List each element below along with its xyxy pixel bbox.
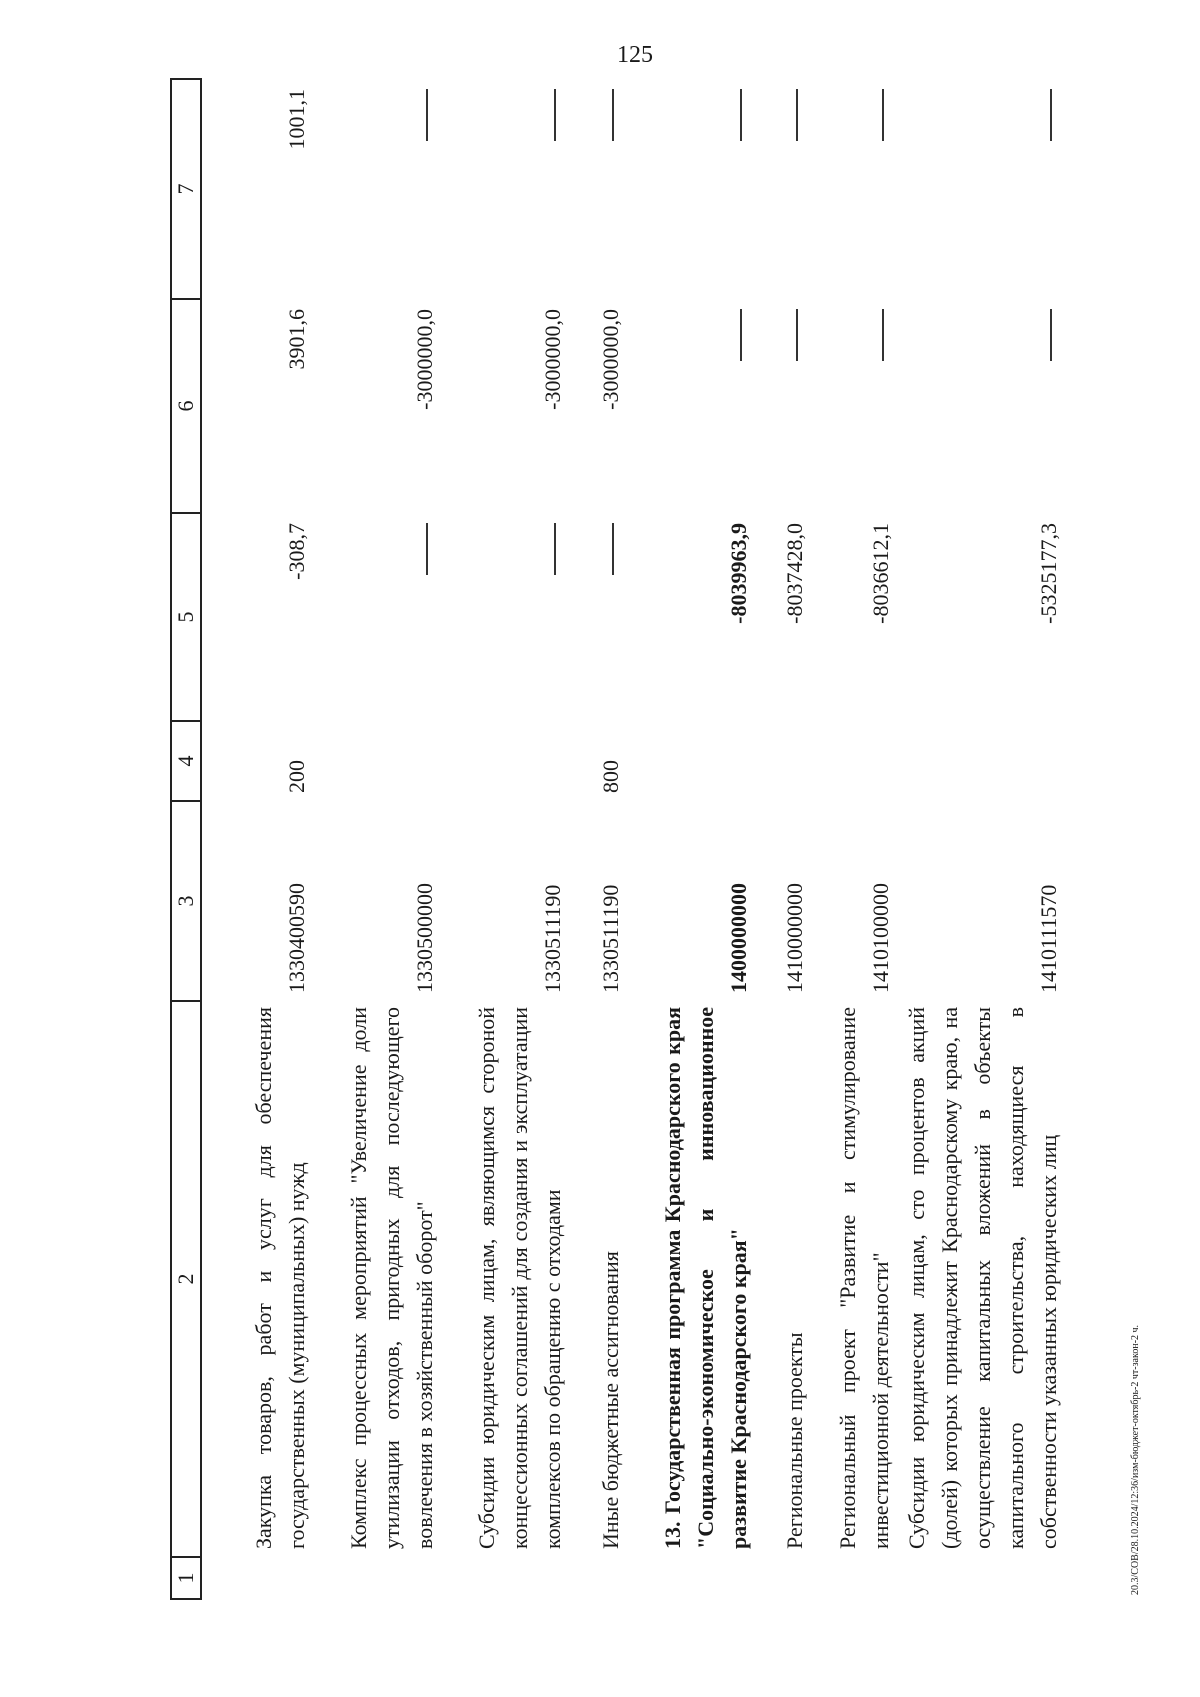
target-code-cell: 1330511190	[598, 884, 623, 993]
row-name-cell: Региональный проект "Развитие и стимулирование инвестиционной деятельности"	[835, 1007, 893, 1549]
expense-group-cell	[811, 721, 897, 801]
value-col7-cell	[441, 79, 569, 299]
target-code-cell: 1400000000	[726, 883, 751, 993]
expense-group-cell	[441, 721, 569, 801]
table-row	[811, 79, 897, 1599]
value-col6-cell	[811, 299, 897, 513]
header-col-6: 6	[171, 299, 201, 513]
table-row	[201, 79, 313, 1599]
dash-mark	[882, 89, 884, 141]
target-code-cell: 1330511190	[540, 884, 565, 993]
target-code-cell: 1330500000	[412, 883, 437, 993]
row-name-cell: 13. Государственная программа Краснодарского края "Социально-экономическое и инновационное развитие Краснодарского края"	[660, 1007, 751, 1549]
value-col6-cell	[755, 299, 811, 513]
header-col-7: 7	[171, 79, 201, 299]
value-col5-cell: -8039963,9	[726, 523, 751, 624]
header-col-1: 1	[171, 1557, 201, 1599]
table-row	[755, 79, 811, 1599]
header-col-5: 5	[171, 513, 201, 721]
page-number: 125	[617, 42, 653, 68]
col1-cell	[755, 1557, 811, 1599]
value-col6-cell: 3901,6	[284, 309, 309, 370]
value-col7-cell	[627, 79, 755, 299]
dash-mark	[882, 309, 884, 361]
table-row	[627, 79, 755, 1599]
value-col5-cell	[569, 513, 627, 721]
col1-cell	[811, 1557, 897, 1599]
value-col7-cell	[755, 79, 811, 299]
table-body	[201, 79, 1065, 1599]
table-row	[897, 79, 1065, 1599]
dash-mark	[796, 89, 798, 141]
expense-group-cell: 200	[284, 760, 309, 793]
col1-cell	[627, 1557, 755, 1599]
value-col5-cell: -8037428,0	[782, 523, 807, 624]
value-col5-cell	[441, 513, 569, 721]
row-name-cell: Иные бюджетные ассигнования	[598, 1251, 623, 1549]
dash-mark	[612, 89, 614, 141]
dash-mark	[426, 523, 428, 575]
value-col7-cell	[313, 79, 441, 299]
table-row	[313, 79, 441, 1599]
dash-mark	[796, 309, 798, 361]
expense-group-cell	[627, 721, 755, 801]
row-name-cell: Субсидии юридическим лицам, являющимся стороной концессионных соглашений для создания и эксплуатации комплексов по обращению с отходами	[474, 1007, 565, 1549]
value-col7-cell: 1001,1	[284, 89, 309, 150]
row-name-cell: Комплекс процессных мероприятий "Увеличение доли утилизации отходов, пригодных для последующего вовлечения в хозяйственный оборот"	[346, 1007, 437, 1549]
col1-cell	[313, 1557, 441, 1599]
value-col7-cell	[811, 79, 897, 299]
row-name-cell: Субсидии юридическим лицам, сто процентов акций (долей) которых принадлежит Краснодарскому краю, на осуществление капитальных вложений в объекты капитального строительства, находящиеся в собственности указанных юридических лиц	[904, 1007, 1061, 1549]
dash-mark	[426, 89, 428, 141]
row-name-cell: Закупка товаров, работ и услуг для обеспечения государственных (муниципальных) нужд	[251, 1007, 309, 1549]
value-col5-cell	[313, 513, 441, 721]
target-code-cell: 1330400590	[284, 883, 309, 993]
expense-group-cell	[897, 721, 1065, 801]
dash-mark	[612, 523, 614, 575]
value-col6-cell	[627, 299, 755, 513]
dash-mark	[740, 89, 742, 141]
col1-cell	[201, 1557, 313, 1599]
dash-mark	[1050, 309, 1052, 361]
expense-group-cell	[755, 721, 811, 801]
header-col-3: 3	[171, 801, 201, 1001]
dash-mark	[554, 89, 556, 141]
table-row	[569, 79, 627, 1599]
value-col6-cell: -3000000,0	[540, 309, 565, 410]
value-col6-cell: -3000000,0	[598, 309, 623, 410]
row-name-cell: Региональные проекты	[782, 1332, 807, 1549]
table-header-row	[171, 79, 201, 1599]
header-col-2: 2	[171, 1001, 201, 1557]
expense-group-cell: 800	[598, 760, 623, 793]
value-col5-cell: -308,7	[284, 523, 309, 580]
target-code-cell: 1410100000	[868, 883, 893, 993]
expense-group-cell	[313, 721, 441, 801]
footer-note: 20.3/СОВ/28.10.2024/12:36/изм-бюджет-октябрь-2 чт-закон-2 ч.	[1130, 1324, 1141, 1595]
value-col6-cell	[897, 299, 1065, 513]
col1-cell	[897, 1557, 1065, 1599]
target-code-cell: 1410000000	[782, 883, 807, 993]
value-col5-cell: -8036612,1	[868, 523, 893, 624]
dash-mark	[554, 523, 556, 575]
header-col-4: 4	[171, 721, 201, 801]
table-row	[441, 79, 569, 1599]
value-col5-cell: -5325177,3	[1036, 523, 1061, 624]
col1-cell	[441, 1557, 569, 1599]
dash-mark	[1050, 89, 1052, 141]
col1-cell	[569, 1557, 627, 1599]
value-col7-cell	[569, 79, 627, 299]
budget-table	[170, 78, 1065, 1600]
value-col7-cell	[897, 79, 1065, 299]
rotated-table-block	[170, 80, 1070, 1600]
target-code-cell: 1410111570	[1036, 884, 1061, 993]
value-col6-cell: -3000000,0	[412, 309, 437, 410]
dash-mark	[740, 309, 742, 361]
